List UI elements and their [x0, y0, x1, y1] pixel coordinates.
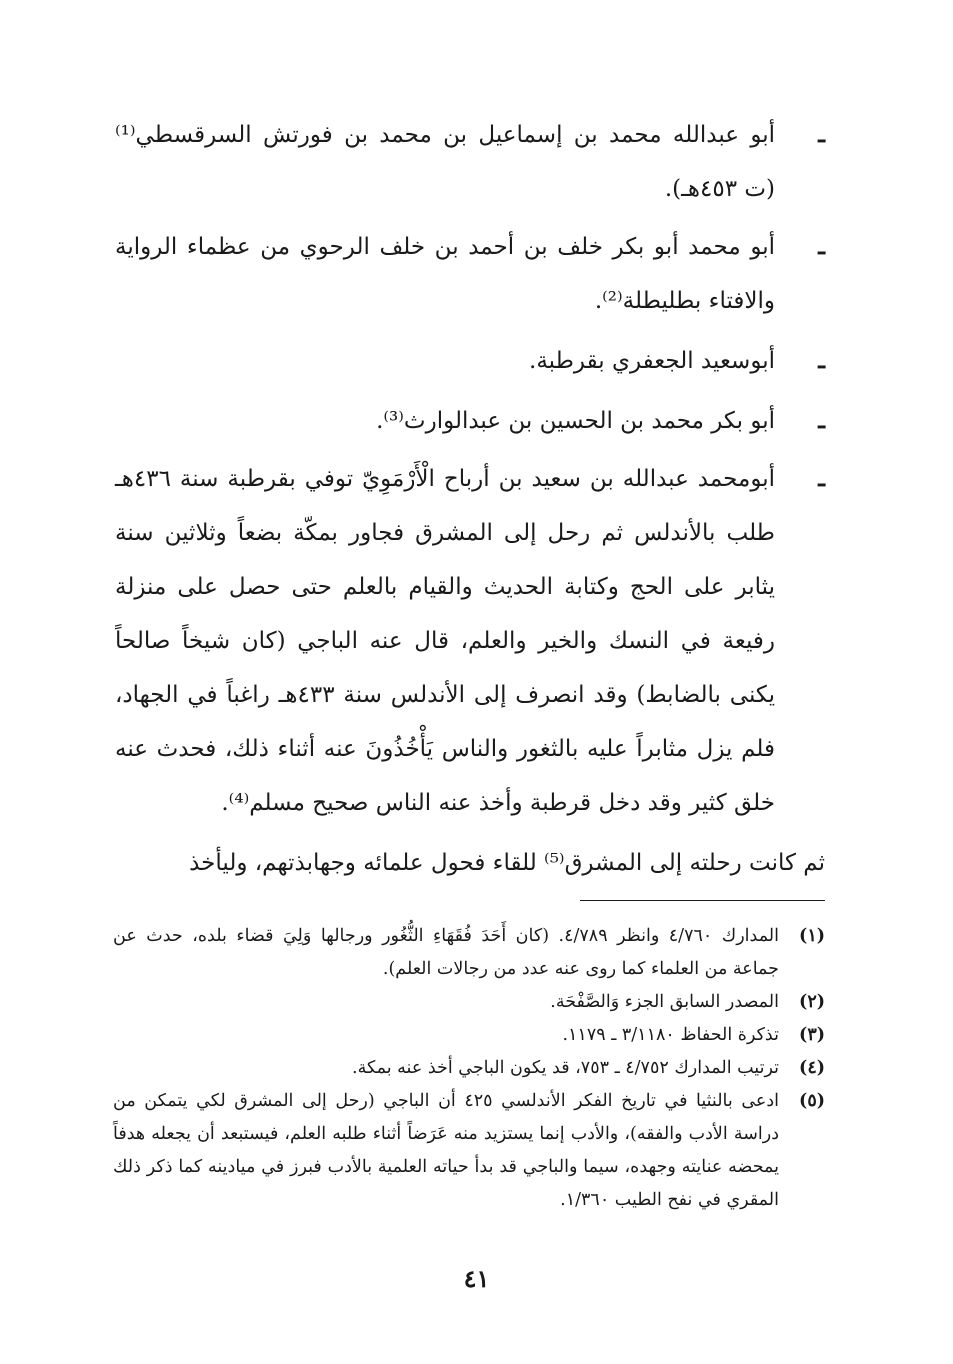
- bullet-dash: ـ: [818, 233, 825, 260]
- entry-text: أبو عبدالله محمد بن إسماعيل بن محمد بن فورتش السرقسطي⁽¹⁾ (ت ٤٥٣هـ).: [115, 122, 775, 202]
- footnote-number: (٢): [799, 992, 825, 1012]
- footnote: [113, 986, 825, 1019]
- bullet-dash: ـ: [818, 121, 825, 148]
- footnote-number: (٣): [799, 1025, 825, 1045]
- footnote: [113, 1052, 825, 1085]
- footnote-text: ادعى بالنثيا في تاريخ الفكر الأندلسي ٤٢٥ أن الباجي (رحل إلى المشرق لكي يتمكن من دراسة الأدب والفقه)، والأدب إنما يستزيد منه عَرَضاً أثناء طلبه العلم، فيستبعد أن يجعله هدفاً يمحضه عنايته وجهده، سيما والباجي قد بدأ حياته العلمية بالأدب فبرز في ميادينه كما ذكر ذلك المقري في نفح الطيب ١/٣٦٠.: [113, 1091, 780, 1210]
- footnote-text: المدارك ٤/٧٦٠ وانظر ٤/٧٨٩. (كان أَحَدَ فُقَهَاءِ الثُّغُور ورجالها وَلِيَ قضاء بلده، حدث عن جماعة من العلماء كما روى عنه عدد من رجالات العلم).: [113, 926, 780, 979]
- footnote-number: (٤): [799, 1058, 825, 1078]
- body-paragraph: ثم كانت رحلته إلى المشرق⁽⁵⁾ للقاء فحول علمائه وجهابذتهم، وليأخذ: [189, 850, 825, 876]
- footnote-number: (٥): [799, 1091, 825, 1111]
- footnote-text: المصدر السابق الجزء وَالصَّفْحَة.: [550, 992, 779, 1012]
- footnote: [113, 920, 825, 986]
- entry-text: أبو بكر محمد بن الحسين بن عبدالوارث⁽³⁾.: [376, 408, 775, 434]
- footnote: [113, 1085, 825, 1217]
- page-number: ٤١: [463, 1264, 490, 1293]
- footnote: [113, 1019, 825, 1052]
- bullet-dash: ـ: [818, 347, 825, 374]
- entry-text: أبو محمد أبو بكر خلف بن أحمد بن خلف الرحوي من عظماء الرواية والافتاء بطليطلة⁽²⁾.: [115, 234, 775, 314]
- entry-text: أبوسعيد الجعفري بقرطبة.: [529, 348, 775, 374]
- footnote-divider: [580, 900, 825, 901]
- footnote-number: (١): [799, 926, 825, 946]
- bullet-dash: ـ: [818, 407, 825, 434]
- entry-text: أبومحمد عبدالله بن سعيد بن أرباح الْأَرْمَوِيّ توفي بقرطبة سنة ٤٣٦هـ طلب بالأندلس ثم رحل إلى المشرق فجاور بمكّة بضعاً وثلاثين سنة يثابر على الحج وكتابة الحديث والقيام بالعلم حتى حصل على منزلة رفيعة في النسك والخير والعلم، قال عنه الباجي (كان شيخاً صالحاً يكنى بالضابط) وقد انصرف إلى الأندلس سنة ٤٣٣هـ راغباً في الجهاد، فلم يزل مثابراً عليه بالثغور والناس يَأْخُذُونَ عنه أثناء ذلك، فحدث عنه خلق كثير وقد دخل قرطبة وأخذ عنه الناس صحيح مسلم⁽⁴⁾.: [115, 466, 775, 816]
- list-item: [115, 334, 825, 388]
- list-item: [115, 108, 825, 216]
- footnote-text: ترتيب المدارك ٤/٧٥٢ ـ ٧٥٣، قد يكون الباجي أخذ عنه بمكة.: [352, 1058, 779, 1078]
- main-text: [115, 108, 825, 890]
- bullet-dash: ـ: [818, 465, 825, 492]
- list-item: [115, 452, 825, 830]
- footnotes: [113, 920, 825, 1217]
- list-item: [115, 394, 825, 448]
- list-item: [115, 220, 825, 328]
- footnote-text: تذكرة الحفاظ ٣/١١٨٠ ـ ١١٧٩.: [562, 1025, 779, 1045]
